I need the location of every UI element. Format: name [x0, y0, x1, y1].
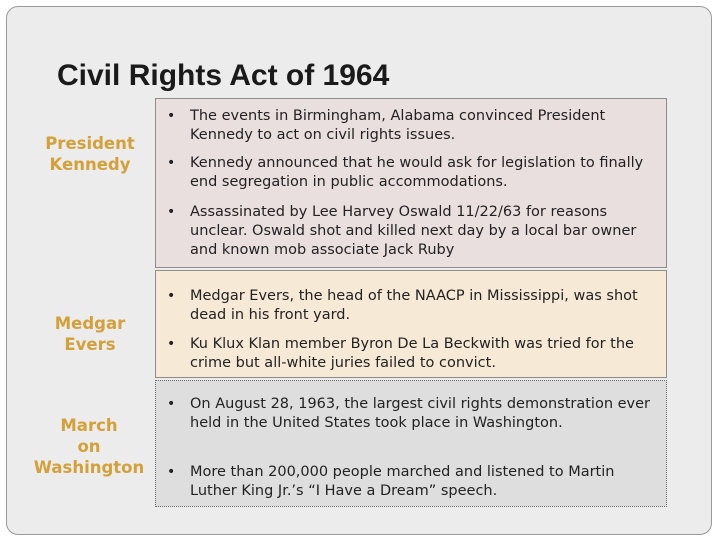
bullet-dot-icon: •: [167, 155, 176, 171]
bullet-text: Medgar Evers, the head of the NAACP in Mississippi, was shot dead in his front yard.: [190, 288, 638, 323]
march-bullet-box: [155, 380, 667, 507]
section-label-march-on-washington: [21, 415, 157, 478]
bullet-text: Assassinated by Lee Harvey Oswald 11/22/63 for reasons unclear. Oswald shot and killed next day by a local bar owner and known mob associate Jack Ruby: [190, 204, 637, 258]
slide-title: Civil Rights Act of 1964: [57, 59, 390, 92]
bullet-text: More than 200,000 people marched and listened to Martin Luther King Jr.’s “I Have a Dream” speech.: [190, 464, 615, 499]
evers-bullet-box: [155, 270, 667, 378]
bullet-text: On August 28, 1963, the largest civil rights demonstration ever held in the United States took place in Washington.: [190, 396, 650, 431]
label-line: March: [60, 416, 118, 435]
bullet-dot-icon: •: [167, 396, 176, 412]
label-line: on: [77, 437, 101, 456]
kennedy-bullet-box: [155, 98, 667, 268]
bullet-text: The events in Birmingham, Alabama convinced President Kennedy to act on civil rights issues.: [190, 108, 606, 143]
bullet-dot-icon: •: [167, 336, 176, 352]
bullet-dot-icon: •: [167, 204, 176, 220]
bullet-dot-icon: •: [167, 464, 176, 480]
section-label-medgar-evers: [35, 313, 145, 355]
bullet-text: Kennedy announced that he would ask for legislation to finally end segregation in public accommodations.: [190, 155, 644, 190]
label-line: Washington: [33, 458, 145, 477]
bullet-text: Ku Klux Klan member Byron De La Beckwith was tried for the crime but all-white juries failed to convict.: [190, 336, 634, 371]
bullet-dot-icon: •: [167, 288, 176, 304]
section-label-president-kennedy: [35, 133, 145, 175]
label-line: President: [45, 134, 135, 153]
bullet-dot-icon: •: [167, 108, 176, 124]
label-line: Medgar: [54, 314, 126, 333]
label-line: Kennedy: [49, 155, 131, 174]
label-line: Evers: [64, 335, 116, 354]
